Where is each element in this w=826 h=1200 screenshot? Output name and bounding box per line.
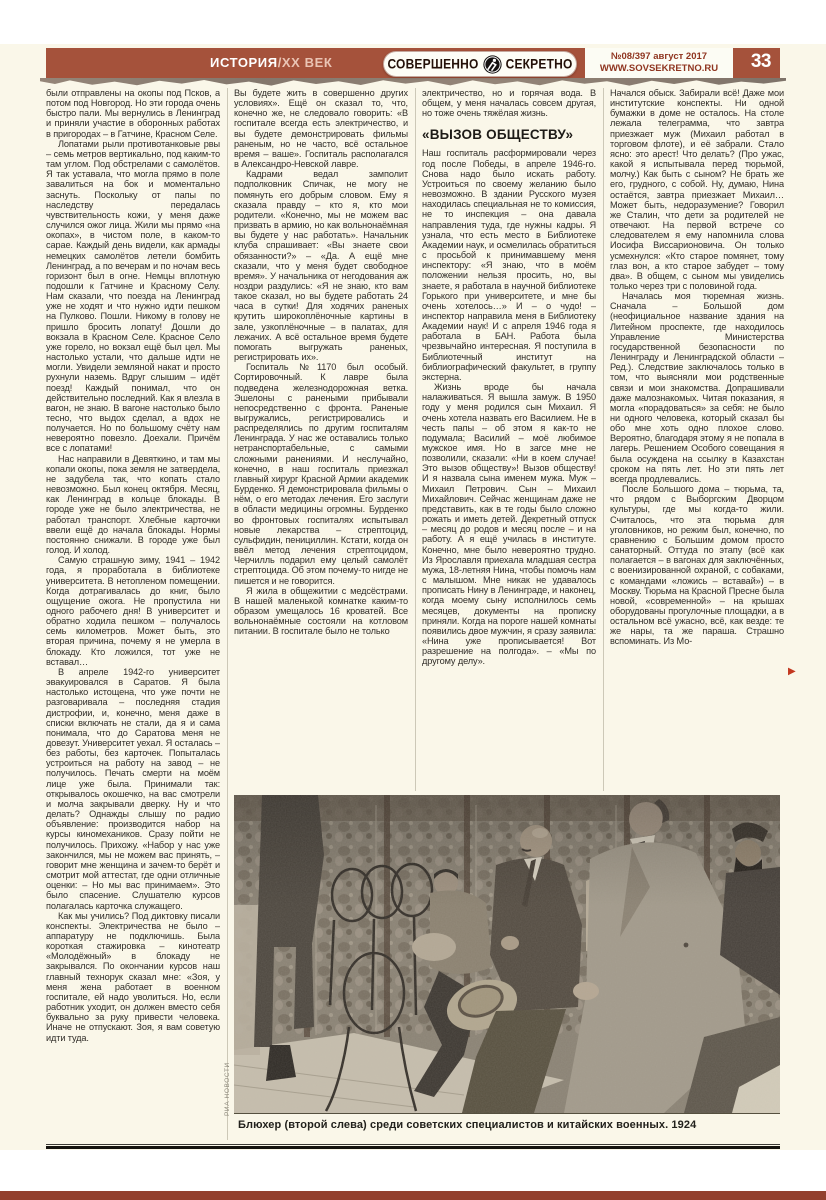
paragraph: Лопатами рыли противотанковые рвы – семь метров вертикально, под каким-то там углом. Под обстрелами с самолётов. Я так уставала, что могла прямо в поле завалиться на бок и моментально заснуть. Поскольку от папы по наследству передалась чувствительность кожи, у меня даже случился ожог лица. Жили мы прямо «на окопах», в чистом поле, в каком-то сарае. Каждый день видели, как армады немецких самолётов летели бомбить Ленинград, а по вечерам и по ночам весь горизонт был в огне. Немцы вплотную подошли к Гатчине и Красному Селу. Нам сказали, что поезда на Ленинград уже не ходят и что нужно идти пешком на Пулково. Пошли. Никому в голову не пришло бросить лопату! Дошли до вокзала в Красном Селе. Красное Село уже горело, но вокзал ещё был цел. Мы настолько устали, что дальше идти не могли. Увидели земляной накат и просто рухнули наземь. Вдруг слышим – идёт поезд! Каждый понимал, что он действительно последний. Как я влезла в вагон, не знаю. В вагоне настолько было тесно, что выдох сделал, а вдох не получается. Но по большому счёту нам невероятно повезло. Доехали. Причём все с лопатами! xyxy=(46,138,220,454)
section-title xyxy=(210,55,332,70)
article-column-3 xyxy=(422,88,596,793)
logo-word-left: СОВЕРШЕННО xyxy=(387,56,479,72)
column-rule xyxy=(603,88,604,791)
photo-credit: РИА НОВОСТИ xyxy=(224,1062,231,1116)
logo-word-right: СЕКРЕТНО xyxy=(505,56,573,72)
header-band xyxy=(46,48,780,78)
paragraph: Кадрами ведал замполит подполковник Спичак, не могу не помянуть его добрым словом. Ему я сказала правду – кто я, кто мои родители. «Конечно, мы не можем вас призвать в армию, но как вольнонаёмная вы будете у нас работать». Начальник клуба спрашивает: «Вы знаете свои обязанности?» – «Да. А ещё мне сказали, что у меня будет свободное время». У начальника от негодования аж ноздри раздулись: «Я не знаю, кто вам такое сказал, но вы будете работать 24 часа в сутки! Для ходячих раненых крутить широкоплёночные картины в зале, узкоплёночные – в палатах, для лежачих. А всё остальное время будете помогать выгружать раненых, регистрировать их». xyxy=(234,169,408,363)
photo-illustration xyxy=(234,795,780,1113)
section-name: ИСТОРИЯ xyxy=(210,55,278,70)
paragraph: Наш госпиталь расформировали через год после Победы, в апреле 1946-го. Снова надо было искать работу. Устроиться по своему желанию было невозможно. В здании Русского музея находилась специальная не то комиссия, не то инспекция – она давала направления туда, где нужны кадры. Я узнала, что есть место в Библиотеке Академии наук, и осмелилась обратиться с просьбой к принимавшему меня инспектору: «Я знаю, что в моём положении нельзя просить, но, вы знаете, я работала в научной библиотеке Горького при университете, и мне бы очень хотелось…» И – о чудо! – инспектор направила меня в Библиотеку Академии наук! И с апреля 1946 года я работала в БАН. Работа была чрезвычайно интересная. Я поступила в Библиотечный институт на библиографический факультет, в группу экстерна. xyxy=(422,148,596,382)
section-heading: «ВЫЗОВ ОБЩЕСТВУ» xyxy=(422,127,574,143)
article-column-2 xyxy=(234,88,408,793)
section-suffix: /XX ВЕК xyxy=(277,55,333,70)
article-column-4 xyxy=(610,88,784,793)
photo-blyukher-1924 xyxy=(234,795,780,1114)
paragraph: Нас направили в Девяткино, и там мы копали окопы, пока земля не затвердела, не задубела так, что копать стало невозможно. Был конец октября. Месяц, как Ленинград в кольце блокады. В городе уже не было электричества, не работал транспорт. Хлебные карточки ввели ещё до начала блокады. Нормы постоянно снижали. В городе уже был голод. И холод. xyxy=(46,453,220,556)
masthead-logo xyxy=(383,51,577,77)
paragraph: Госпиталь №1170 был особый. Сортировочный. К лавре была подведена железнодорожная ветка. Эшелоны с ранеными прибывали непосредственно с фронта. Раненые выгружались, регистрировались и распределялись по другим госпиталям Ленинграда. У нас же оставались только нетранспортабельные, с самыми сложными ранениями. И неслучайно, конечно, в наш госпиталь приезжал главный хирург Красной Армии академик Бурденко. Я демонстрировала фильмы о нём, о его методах лечения. Его заслуги в области медицины огромны. Бурденко во фронтовых госпиталях испытывал новые лекарства – стрептоцид, сульфидин, пенициллин. Кстати, когда он ввёл метод лечения стрептоцидом, Черчилль подарил ему целый самолёт стрептоцида. Об этом почему-то нигде не пишется и не говорится. xyxy=(234,362,408,586)
column-rule xyxy=(227,88,228,1140)
column-rule xyxy=(415,88,416,791)
issue-info xyxy=(585,48,733,78)
paragraph: Как мы учились? Под диктовку писали конспекты. Электричества не было – аппаратуру не подключишь. Была короткая стажировка – кинотеатр «Молодёжный» в блокаду не закрывался. По окончании курсов наш главный технорук сказал мне: «Зоя, у меня жена работает в военном госпитале, ей надо уволиться. Но, если работник уходит, он должен вместо себя буквально за руку привести человека. Иначе не отпускают. Зоя, я вам советую идти туда. xyxy=(46,910,220,1043)
paragraph: Началась моя тюремная жизнь. Сначала – Большой дом (неофициальное название здания на Литейном проспекте, где находилось Управление Министерства государственной безопасности по Ленинграду и Ленинградской области – Ред.). Следствие заключалось только в том, что выясняли мои родственные связи и мои знакомства. Допрашивали даже малознакомых. Читая показания, я могла «порадоваться» за себя: не было ни одного человека, который сказал бы обо мне хоть одно плохое слово. Вероятно, благодаря этому я не попала в лагерь. Решением Особого совещания я была осуждена на ссылку в Казахстан сроком на пять лет. Но эти пять лет всегда продлевались. xyxy=(610,291,784,484)
photo-caption: Блюхер (второй слева) среди советских специалистов и китайских военных. 1924 xyxy=(238,1119,697,1131)
paragraph: были отправлены на окопы под Псков, а потом под Новгород. Но эти города очень быстро пали. Мы вернулись в Ленинград и приняли участие в оборонных работах в пригородах – в Гатчине, Красном Селе. xyxy=(46,88,220,139)
paragraph: Самую страшную зиму, 1941 – 1942 года, я проработала в библиотеке университета. В нетопленом помещении. Когда дотрагивалась до книг, было ощущение ожога. Не пропустила ни одного рабочего дня! В университет и обратно ходила пешком – получалось семь километров. Может быть, это вторая причина, почему я не умерла в блокаду. Кто ложился, тот уже не вставал… xyxy=(46,555,220,667)
footer-bar xyxy=(0,1191,826,1200)
paragraph: Начался обыск. Забирали всё! Даже мои институтские конспекты. Ни одной бумажки в доме не осталось. На столе лежала телеграмма, что завтра приезжает муж (Михаил работал в торговом флоте), и её забрали. Стало ясно: это арест! Что делать? (Про ужас, какой я испытывала перед тюрьмой, молчу.) Как быть с сыном? Не брать же его, грудного, с собой. Ну, думаю, Нина остаётся, завтра приезжает Михаил… Может быть, недоразумение? Говорил же Сталин, что дети за родителей не отвечают. На первой встрече со следователем я ему напомнила слова Иосифа Виссарионовича. Он только усмехнулся: «Кто старое помянет, тому глаз вон, а кто старое забудет – тому два». В общем, с сыном мы увиделись только через три с половиной года. xyxy=(610,88,784,291)
site-url: WWW.SOVSEKRETNO.RU xyxy=(599,63,719,74)
paragraph: Я жила в общежитии с медсёстрами. В нашей маленькой комнатке каким-то образом умещалось 16 кроватей. Все вольнонаёмные состояли на котловом питании. В госпитале было не только xyxy=(234,585,408,637)
paragraph: электричество, но и горячая вода. В общем, у меня началась совсем другая, но тоже очень тяжёлая жизнь. xyxy=(422,88,596,119)
logo-emblem-icon xyxy=(483,55,502,74)
issue-number: №08/397 август 2017 xyxy=(610,51,708,62)
paragraph: Жизнь вроде бы начала налаживаться. Я вышла замуж. В 1950 году у меня родился сын Михаил. Я очень хотела назвать его Василием. Не в честь папы – об этом я как-то не подумала; Василий – моё любимое мужское имя. Но в загсе мне не позволили, сказали: «Ни в коем случае! Это вызов обществу»! Вызов обществу! И я назвала сына именем мужа. Муж – Михаил Петрович. Сын – Михаил Михайлович. Сейчас женщинам даже не представить, как в те годы было сложно рожать и иметь детей. Декретный отпуск – месяц до родов и месяц после – и на работу. А я ещё училась в институте. Конечно, мне было невероятно трудно. Из Ярославля приехала младшая сестра мужа, 18-летняя Нина, чтобы помочь нам с малышом. Мне никак не удавалось прописать Нину в Ленинграде, и наконец, когда моему сыну исполнилось семь месяцев, документы на прописку приняли. Когда на пороге нашей комнаты появились двое мужчин, я сразу заявила: «Нина уже прописывается! Вот разрешение на полгода». – «Мы по другому делу». xyxy=(422,382,596,667)
paragraph: В апреле 1942-го университет эвакуировался в Саратов. Я была настолько истощена, что уже почти не разговаривала – последняя стадия дистрофии, и, конечно, меня даже в списки включать не стали, да я и сама понимала, что до Саратова меня не довезут. Университет уехал. Я осталась – без работы, без карточек. Попыталась устроиться на работу на завод – не получилось. Печать смерти на моём лице уже была. Принимали так: открывалось окошечко, на вас смотрели и молча закрывали дверку. Ну и что делать? Однажды слышу по радио объявление: производится набор на курсы киномехаников. Сразу пойти не получилось. Прихожу. «Набор у нас уже закончился, мы не можем вас принять, – говорит мне женщина и зачем-то берёт и смотрит мой аттестат, где одни отличные оценки: – Но мы вас принимаем». Это было спасение. Слушателю курсов полагалась карточка служащего. xyxy=(46,666,220,911)
bottom-double-rule xyxy=(46,1144,780,1151)
article-column-1 xyxy=(46,88,220,1140)
continuation-arrow-icon: ▶ xyxy=(788,666,796,677)
paragraph: После Большого дома – тюрьма, та, что рядом с Выборгским Дворцом культуры, где мы когда-то жили. Считалось, что эта тюрьма для уголовников, но режим был, конечно, по сравнению с Большим домом просто санаторный. Оттуда по этапу (всё как полагается – в вагонах для заключённых, с военизированной охраной, с собаками, с командами «ложись – вставай») – в Москву. Тюрьма на Красной Пресне была новой, «современной» – на крышах оборудованы прогулочные площадки, а в остальном всё ужасно, всё, как везде: те же нары, та же параша. Страшно вспоминать. Из Мо- xyxy=(610,484,784,647)
paragraph: Вы будете жить в совершенно других условиях». Ещё он сказал то, что, конечно же, не следовало говорить: «В госпитале всегда есть электричество, и вы будете демонстрировать фильмы раненым, но не часто, всё остальное время – ваше». Госпиталь располагался в Александро-Невской лавре. xyxy=(234,88,408,170)
page-number: 33 xyxy=(750,51,771,72)
